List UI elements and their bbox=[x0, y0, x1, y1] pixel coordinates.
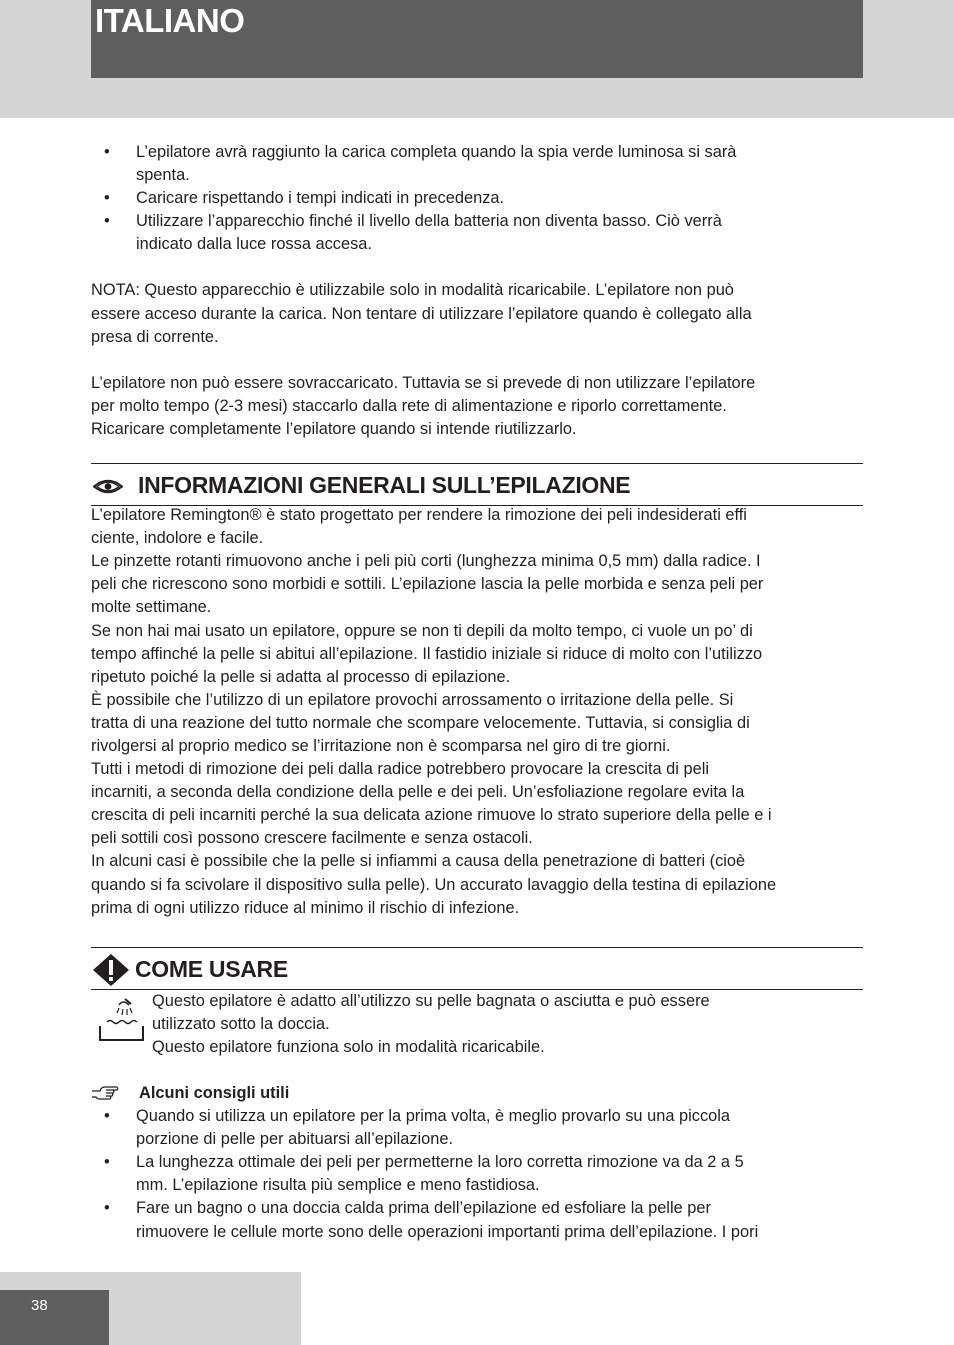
general-info-paragraph: L’epilatore Remington® è stato progettato per rendere la rimozione dei peli indesiderati effi ciente, indolore e facile. Le pinzette rotanti rimuovono anche i peli più corti (lunghezza minima 0,5 mm) dalla radice. I peli che ricrescono sono morbidi e sottili. L’epilazione lascia la pelle morbida e senza peli per molte settimane. Se non hai mai usato un epilatore, oppure se non ti depili da molto tempo, ci vuole un po’ di tempo affinché la pelle si abitui all’epilazione. Il fastidio iniziale si riduce di molto con l’utilizzo ripetuto poiché la pelle si adatta al processo di epilazione. È possibile che l’utilizzo di un epilatore provochi arrossamento o irritazione della pelle. Si tratta di una reazione del tutto normale che scompare velocemente. Tuttavia, si consiglia di rivolgersi al proprio medico se l’irritazione non è scomparsa nel giro di tre giorni. Tutti i metodi di rimozione dei peli dalla radice potrebbero provocare la crescita di peli incarniti, a seconda della condizione della pelle e dei peli. Un’esfoliazione regolare evita la crescita di peli incarniti perché la sua delicata azione rimuove lo strato superiore della pelle e i peli sottili così possono crescere facilmente e senza ostacoli. In alcuni casi è possibile che la pelle si infiammi a causa della penetrazione di batteri (cioè quando si fa scivolare il dispositivo sulla pelle). Un accurato lavaggio della testina di epilazione prima di ogni utilizzo riduce al minimo il rischio di infezione. bbox=[91, 506, 777, 917]
use-line: Questo epilatore è adatto all’utilizzo su pelle bagnata o asciutta e può essere bbox=[152, 991, 710, 1010]
section-title: COME USARE bbox=[135, 955, 288, 982]
eye-icon bbox=[93, 478, 123, 495]
exclamation-icon bbox=[92, 953, 130, 987]
page-content bbox=[91, 141, 863, 1244]
section-heading-use bbox=[91, 947, 863, 990]
list-item bbox=[91, 1151, 863, 1197]
list-item bbox=[91, 210, 863, 256]
list-item-line: porzione di pelle per abituarsi all’epilazione. bbox=[136, 1130, 454, 1149]
list-item-line: Fare un bagno o una doccia calda prima dell’epilazione ed esfoliare la pelle per bbox=[136, 1199, 711, 1218]
section-heading-general bbox=[91, 463, 863, 506]
section-title: INFORMAZIONI GENERALI SULL’EPILAZIONE bbox=[138, 472, 631, 499]
list-item-line: L’epilatore avrà raggiunto la carica completa quando la spia verde luminosa si sarà bbox=[136, 143, 737, 161]
overcharge-paragraph: L’epilatore non può essere sovraccaricato. Tuttavia se si prevede di non utilizzare l’epilatore per molto tempo (2-3 mesi) staccarlo dalla rete di alimentazione e riporlo correttamente. Ricaricare completamente l’epilatore quando si intende riutilizzarlo. bbox=[91, 373, 756, 438]
list-item bbox=[91, 1105, 863, 1151]
page-number-box bbox=[0, 1290, 109, 1345]
intro-bullet-list bbox=[91, 141, 863, 256]
bullet-marker: • bbox=[104, 189, 110, 208]
header-title-box bbox=[91, 0, 863, 78]
list-item bbox=[91, 1197, 863, 1243]
tips-list bbox=[91, 1105, 863, 1244]
list-item-line: mm. L’epilazione risulta più semplice e meno fastidiosa. bbox=[136, 1176, 540, 1195]
tips-title: Alcuni consigli utili bbox=[139, 1084, 290, 1102]
list-item bbox=[91, 187, 863, 210]
bullet-marker: • bbox=[104, 1199, 110, 1218]
use-intro bbox=[91, 990, 863, 1059]
note-paragraph: NOTA: Questo apparecchio è utilizzabile solo in modalità ricaricabile. L’epilatore non può essere acceso durante la carica. Non tentare di utilizzare l’epilatore quando è collegato alla presa di corrente. bbox=[91, 281, 752, 346]
pointing-hand-icon bbox=[91, 1085, 119, 1101]
bullet-marker: • bbox=[104, 143, 110, 161]
list-item-line: spenta. bbox=[136, 166, 190, 185]
use-line: utilizzato sotto la doccia. bbox=[152, 1014, 330, 1033]
shower-bath-icon bbox=[97, 996, 145, 1042]
list-item-line: Utilizzare l’apparecchio finché il livello della batteria non diventa basso. Ciò verrà bbox=[136, 212, 722, 231]
bullet-marker: • bbox=[104, 1107, 110, 1126]
page-number: 38 bbox=[31, 1297, 48, 1314]
list-item-line: Caricare rispettando i tempi indicati in precedenza. bbox=[136, 189, 505, 208]
list-item-line: indicato dalla luce rossa accesa. bbox=[136, 235, 372, 254]
bullet-marker: • bbox=[104, 212, 110, 231]
page-title: ITALIANO bbox=[95, 2, 245, 39]
list-item-line: rimuovere le cellule morte sono delle operazioni importanti prima dell’epilazione. I pori bbox=[136, 1222, 759, 1241]
tips-heading bbox=[91, 1082, 863, 1105]
list-item-line: Quando si utilizza un epilatore per la prima volta, è meglio provarlo su una piccola bbox=[136, 1107, 731, 1126]
list-item-line: La lunghezza ottimale dei peli per permetterne la loro corretta rimozione va da 2 a 5 bbox=[136, 1153, 744, 1172]
list-item bbox=[91, 141, 863, 187]
use-line: Questo epilatore funziona solo in modalità ricaricabile. bbox=[152, 1037, 545, 1056]
bullet-marker: • bbox=[104, 1153, 110, 1172]
